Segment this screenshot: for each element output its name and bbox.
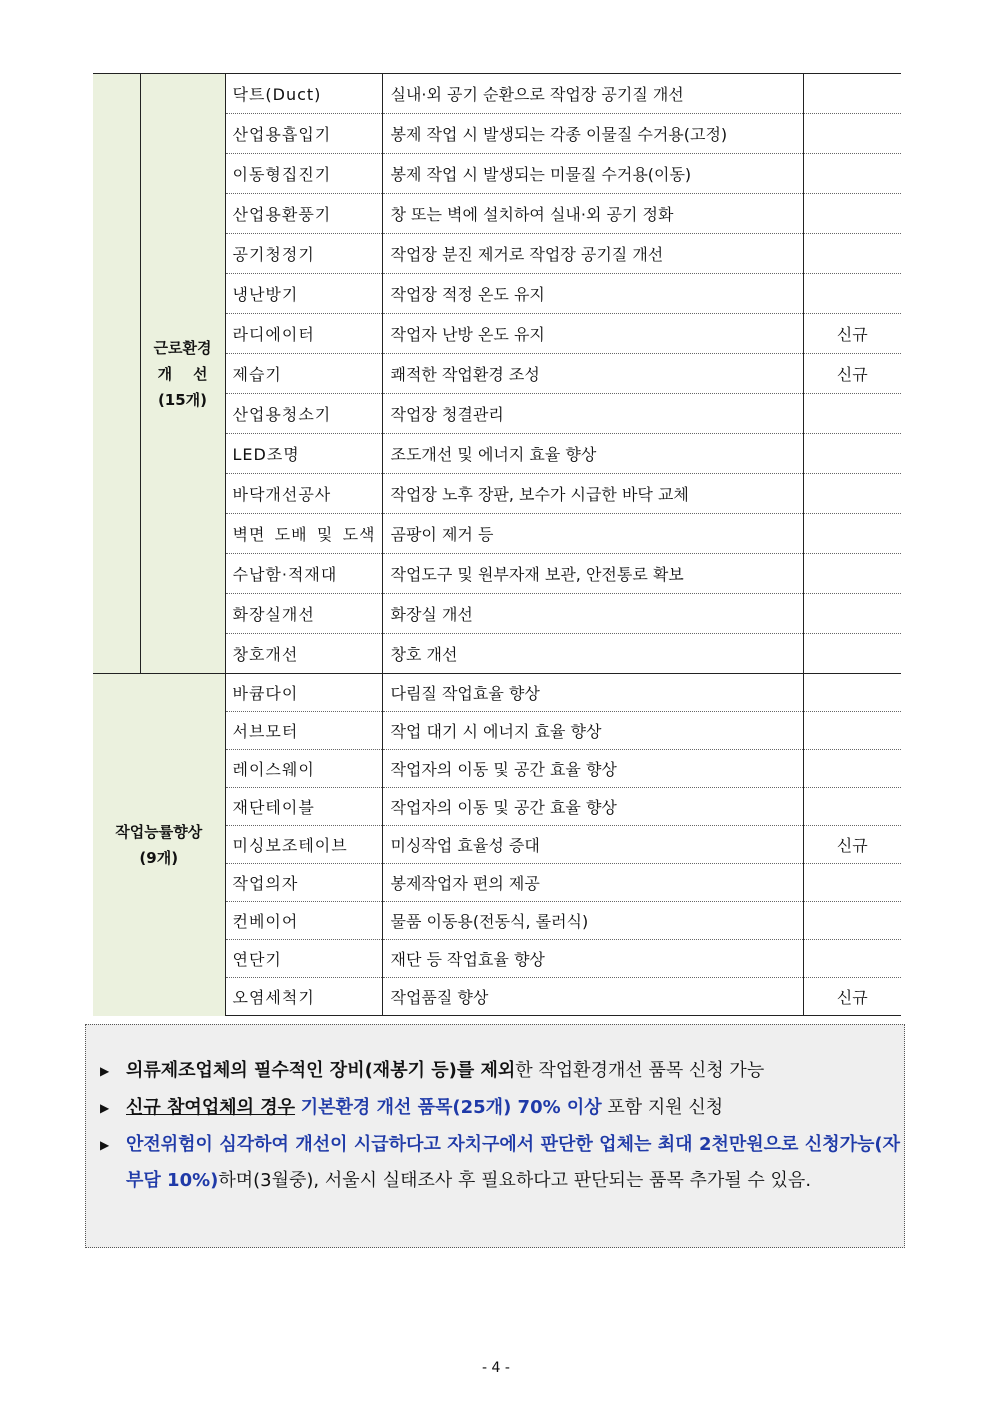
- item-description-cell: 물품 이동용(전동식, 롤러식): [382, 902, 803, 940]
- item-description-cell: 화장실 개선: [382, 594, 803, 634]
- category-label: (9개): [139, 848, 179, 867]
- item-name-cell: 바큠다이: [225, 674, 382, 712]
- category-margin-cell: [93, 74, 140, 674]
- item-description-cell: 창호 개선: [382, 634, 803, 674]
- item-name-cell: 닥트(Duct): [225, 74, 382, 114]
- item-description-cell: 봉제 작업 시 발생되는 각종 이물질 수거용(고정): [382, 114, 803, 154]
- item-note-cell: [803, 864, 901, 902]
- item-name-cell: 미싱보조테이브: [225, 826, 382, 864]
- item-note-cell: [803, 902, 901, 940]
- item-description-cell: 작업장 적정 온도 유지: [382, 274, 803, 314]
- item-description-cell: 작업자의 이동 및 공간 효율 향상: [382, 788, 803, 826]
- equipment-table: [93, 73, 901, 1016]
- item-note-cell: 신규: [803, 978, 901, 1016]
- item-description-cell: 재단 등 작업효율 향상: [382, 940, 803, 978]
- item-note-cell: [803, 712, 901, 750]
- item-description-cell: 창 또는 벽에 설치하여 실내·외 공기 정화: [382, 194, 803, 234]
- item-name-cell: LED조명: [225, 434, 382, 474]
- item-name-cell: 바닥개선공사: [225, 474, 382, 514]
- item-name-cell: 산업용청소기: [225, 394, 382, 434]
- item-note-cell: 신규: [803, 314, 901, 354]
- category-label: 작업능률향상: [115, 822, 203, 841]
- triangle-bullet-icon: ▶: [100, 1138, 110, 1152]
- notice-1-bold: 의류제조업체의 필수적인 장비(재봉기 등)를 제외: [126, 1060, 516, 1081]
- item-description-cell: 작업자의 이동 및 공간 효율 향상: [382, 750, 803, 788]
- table-row: [93, 74, 901, 114]
- item-name-cell: 레이스웨이: [225, 750, 382, 788]
- category-cell-work-environment: [140, 74, 225, 674]
- item-description-cell: 미싱작업 효율성 증대: [382, 826, 803, 864]
- item-note-cell: [803, 274, 901, 314]
- item-note-cell: [803, 674, 901, 712]
- notice-item-3: [100, 1127, 900, 1199]
- item-description-cell: 실내·외 공기 순환으로 작업장 공기질 개선: [382, 74, 803, 114]
- notice-item-2: [100, 1090, 900, 1126]
- item-name-cell: 서브모터: [225, 712, 382, 750]
- item-note-cell: [803, 114, 901, 154]
- item-description-cell: 조도개선 및 에너지 효율 향상: [382, 434, 803, 474]
- item-note-cell: [803, 194, 901, 234]
- item-description-cell: 작업 대기 시 에너지 효율 향상: [382, 712, 803, 750]
- item-name-cell: 재단테이블: [225, 788, 382, 826]
- notice-2-blue: 기본환경 개선 품목(25개) 70% 이상: [300, 1097, 602, 1118]
- triangle-bullet-icon: ▶: [100, 1064, 110, 1078]
- item-note-cell: [803, 750, 901, 788]
- item-description-cell: 다림질 작업효율 향상: [382, 674, 803, 712]
- item-name-cell: 창호개선: [225, 634, 382, 674]
- item-description-cell: 작업장 분진 제거로 작업장 공기질 개선: [382, 234, 803, 274]
- equipment-table-body: [93, 74, 901, 1016]
- triangle-bullet-icon: ▶: [100, 1101, 110, 1115]
- item-note-cell: 신규: [803, 826, 901, 864]
- item-name-cell: 화장실개선: [225, 594, 382, 634]
- notice-2-rest: 포함 지원 신청: [607, 1097, 724, 1118]
- item-description-cell: 작업품질 향상: [382, 978, 803, 1016]
- item-name-cell: 공기청정기: [225, 234, 382, 274]
- item-description-cell: 봉제 작업 시 발생되는 미물질 수거용(이동): [382, 154, 803, 194]
- item-note-cell: [803, 940, 901, 978]
- item-note-cell: [803, 594, 901, 634]
- category-cell-work-efficiency: [93, 674, 225, 1016]
- item-description-cell: 작업장 노후 장판, 보수가 시급한 바닥 교체: [382, 474, 803, 514]
- item-note-cell: [803, 634, 901, 674]
- table-row: [93, 674, 901, 712]
- category-label: 근로환경: [153, 338, 212, 357]
- item-note-cell: [803, 394, 901, 434]
- category-label: 개 선: [157, 364, 208, 383]
- item-description-cell: 작업장 청결관리: [382, 394, 803, 434]
- item-name-cell: 컨베이어: [225, 902, 382, 940]
- item-note-cell: [803, 554, 901, 594]
- item-note-cell: [803, 788, 901, 826]
- item-name-cell: 냉난방기: [225, 274, 382, 314]
- category-label: (15개): [157, 390, 208, 409]
- notice-box: [85, 1024, 905, 1248]
- notice-2-underlined: 신규 참여업체의 경우: [126, 1097, 296, 1118]
- item-note-cell: [803, 474, 901, 514]
- item-note-cell: [803, 74, 901, 114]
- item-name-cell: 산업용흡입기: [225, 114, 382, 154]
- item-note-cell: [803, 434, 901, 474]
- page-number: - 4 -: [482, 1360, 510, 1376]
- item-note-cell: [803, 234, 901, 274]
- item-description-cell: 작업자 난방 온도 유지: [382, 314, 803, 354]
- notice-1-rest: 한 작업환경개선 품목 신청 가능: [515, 1060, 765, 1081]
- item-note-cell: 신규: [803, 354, 901, 394]
- item-note-cell: [803, 154, 901, 194]
- item-description-cell: 쾌적한 작업환경 조성: [382, 354, 803, 394]
- item-name-cell: 제습기: [225, 354, 382, 394]
- item-name-cell: 수납함·적재대: [225, 554, 382, 594]
- item-description-cell: 봉제작업자 편의 제공: [382, 864, 803, 902]
- item-name-cell: 산업용환풍기: [225, 194, 382, 234]
- item-name-cell: 벽면 도배 및 도색: [225, 514, 382, 554]
- item-description-cell: 작업도구 및 원부자재 보관, 안전통로 확보: [382, 554, 803, 594]
- item-name-cell: 라디에이터: [225, 314, 382, 354]
- item-name-cell: 연단기: [225, 940, 382, 978]
- notice-3-rest: 하며(3월중), 서울시 실태조사 후 필요하다고 판단되는 품목 추가될 수 있음.: [218, 1170, 812, 1191]
- item-name-cell: 이동형집진기: [225, 154, 382, 194]
- item-note-cell: [803, 514, 901, 554]
- notice-item-1: [100, 1053, 900, 1089]
- item-description-cell: 곰팡이 제거 등: [382, 514, 803, 554]
- item-name-cell: 작업의자: [225, 864, 382, 902]
- item-name-cell: 오염세척기: [225, 978, 382, 1016]
- notice-3-blue: 안전위험이 심각하여 개선이 시급하다고 자치구에서 판단한 업체는 최대 2천만원으로 신청가능(자부담 10%): [126, 1134, 900, 1191]
